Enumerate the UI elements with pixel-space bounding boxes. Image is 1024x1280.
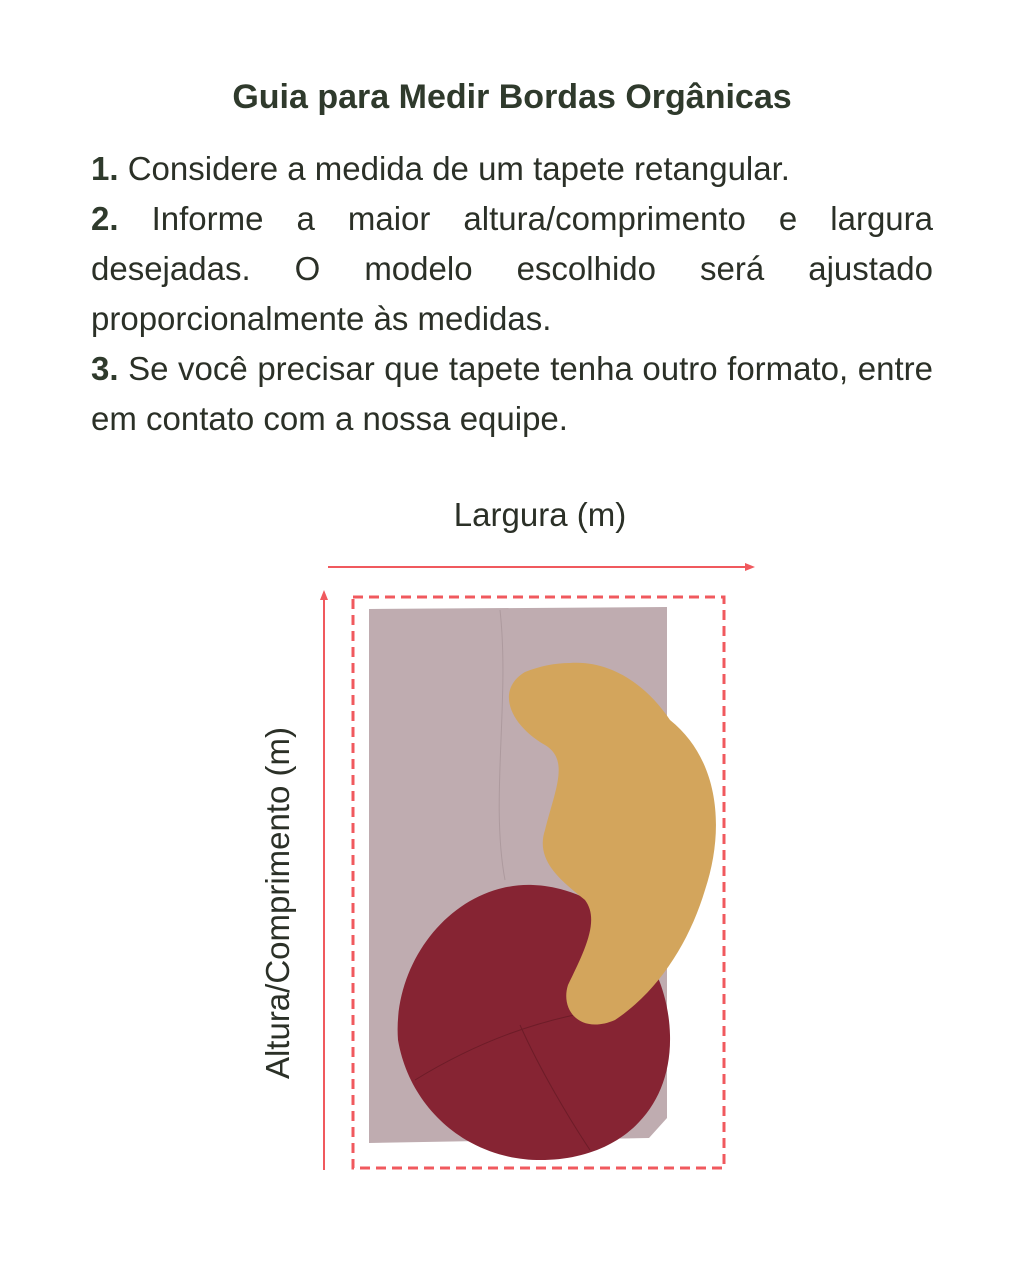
step-text: Se você precisar que tapete tenha outro formato, entre em contato com a nossa equipe. [91,350,933,437]
step-text: Considere a medida de um tapete retangular. [118,150,790,187]
step-number: 3. [91,350,119,387]
step-number: 1. [91,150,119,187]
step-text: Informe a maior altura/comprimento e largura desejadas. O modelo escolhido será ajustado proporcionalmente às medidas. [91,200,933,337]
step-number: 2. [91,200,119,237]
height-label: Altura/Comprimento (m) [259,726,296,1080]
width-arrow [328,563,755,571]
page-title: Guia para Medir Bordas Orgânicas [232,78,792,116]
height-arrow [320,590,328,1170]
width-label: Largura (m) [453,496,627,533]
